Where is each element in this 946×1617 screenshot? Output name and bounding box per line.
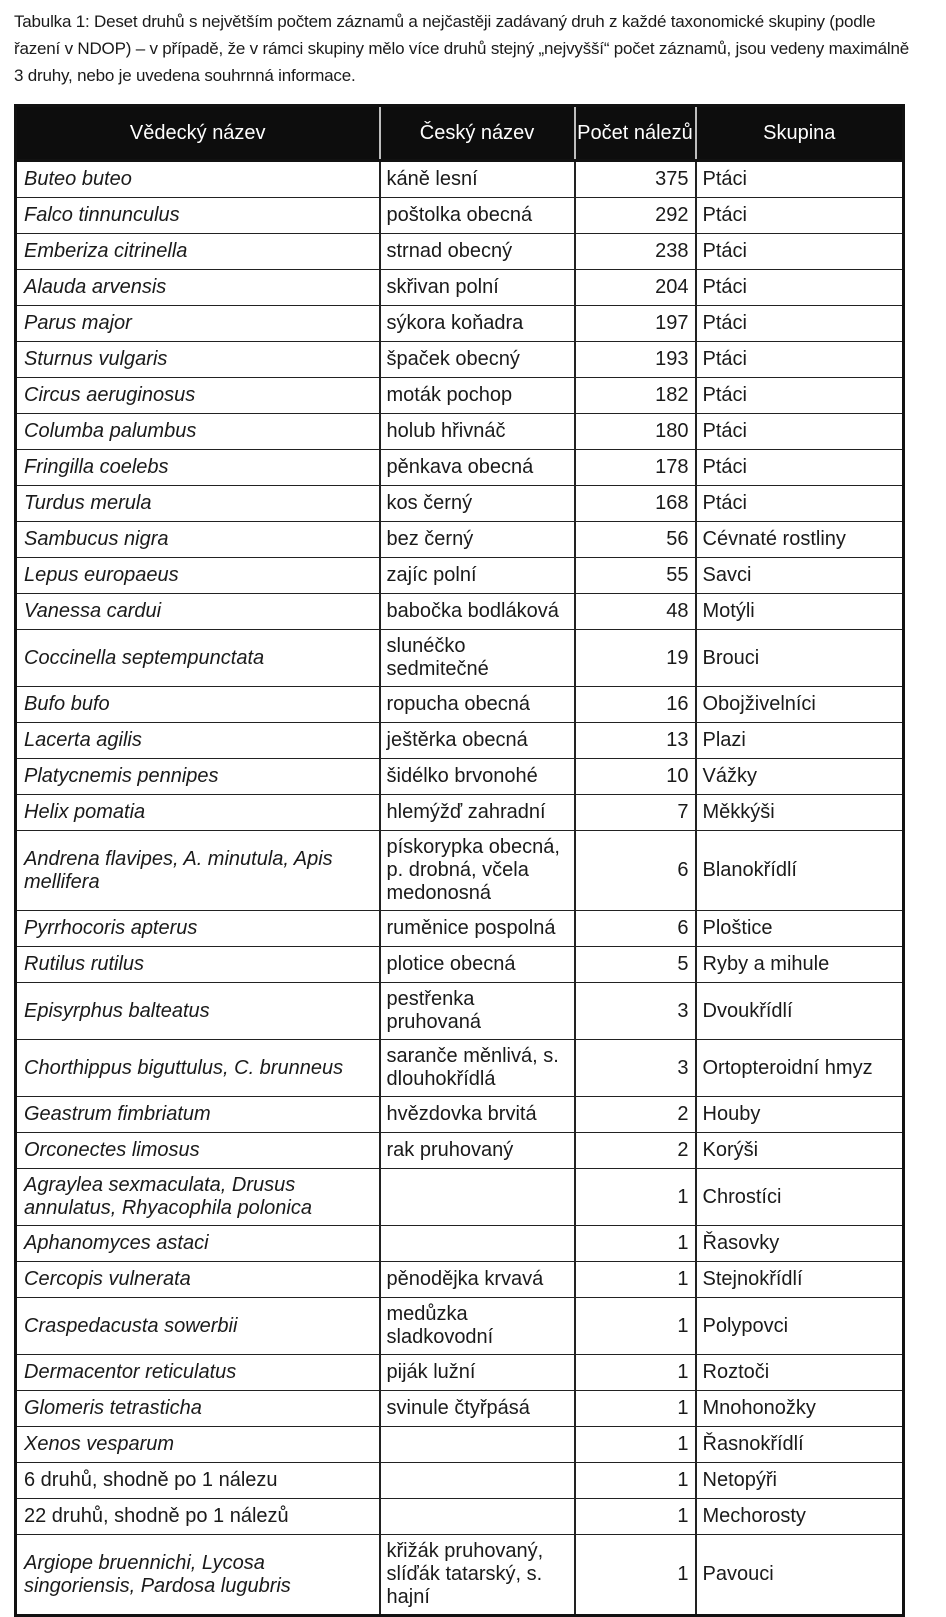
cell-record-count: 292 <box>575 198 696 234</box>
cell-scientific-name: Falco tinnunculus <box>16 198 380 234</box>
cell-czech-name <box>380 1463 575 1499</box>
cell-czech-name: slunéčko sedmitečné <box>380 630 575 687</box>
table-caption: Tabulka 1: Deset druhů s největším počtem záznamů a nejčastěji zadávaný druh z každé taxonomické skupiny (podle řazení v NDOP) – v případě, že v rámci skupiny mělo více druhů stejný „nejvyšší“ počet záznamů, jsou vedeny maximálně 3 druhy, nebo je uvedena souhrnná informace. <box>14 12 909 85</box>
cell-group: Řasovky <box>696 1226 904 1262</box>
cell-group: Ptáci <box>696 198 904 234</box>
cell-record-count: 3 <box>575 1040 696 1097</box>
cell-group: Cévnaté rostliny <box>696 522 904 558</box>
cell-group: Ptáci <box>696 270 904 306</box>
table-row <box>16 1226 904 1262</box>
cell-scientific-name: Helix pomatia <box>16 795 380 831</box>
table-header-row <box>16 106 904 161</box>
cell-record-count: 238 <box>575 234 696 270</box>
cell-czech-name: šidélko brvonohé <box>380 759 575 795</box>
cell-scientific-name: Chorthippus biguttulus, C. brunneus <box>16 1040 380 1097</box>
cell-czech-name: pískorypka obecná, p. drobná, včela medonosná <box>380 831 575 911</box>
cell-record-count: 7 <box>575 795 696 831</box>
cell-czech-name: křižák pruhovaný, slíďák tatarský, s. hajní <box>380 1535 575 1616</box>
cell-record-count: 1 <box>575 1499 696 1535</box>
cell-czech-name: moták pochop <box>380 378 575 414</box>
cell-scientific-name: Craspedacusta sowerbii <box>16 1298 380 1355</box>
cell-scientific-name: Columba palumbus <box>16 414 380 450</box>
cell-record-count: 168 <box>575 486 696 522</box>
cell-group: Ptáci <box>696 414 904 450</box>
cell-record-count: 1 <box>575 1391 696 1427</box>
cell-scientific-name: Aphanomyces astaci <box>16 1226 380 1262</box>
table-row <box>16 1391 904 1427</box>
table-row <box>16 723 904 759</box>
cell-record-count: 2 <box>575 1133 696 1169</box>
cell-group: Obojživelníci <box>696 687 904 723</box>
species-table <box>14 104 905 1617</box>
cell-czech-name: rak pruhovaný <box>380 1133 575 1169</box>
cell-scientific-name: Geastrum fimbriatum <box>16 1097 380 1133</box>
cell-scientific-name: Lepus europaeus <box>16 558 380 594</box>
cell-record-count: 1 <box>575 1226 696 1262</box>
table-row <box>16 1298 904 1355</box>
table-row <box>16 161 904 198</box>
cell-czech-name: pestřenka pruhovaná <box>380 983 575 1040</box>
table-row <box>16 486 904 522</box>
cell-czech-name: ještěrka obecná <box>380 723 575 759</box>
cell-scientific-name: Parus major <box>16 306 380 342</box>
cell-record-count: 16 <box>575 687 696 723</box>
cell-group: Roztoči <box>696 1355 904 1391</box>
table-row <box>16 450 904 486</box>
cell-czech-name: pěnodějka krvavá <box>380 1262 575 1298</box>
table-row <box>16 947 904 983</box>
cell-czech-name: ruměnice pospolná <box>380 911 575 947</box>
cell-record-count: 5 <box>575 947 696 983</box>
table-row <box>16 1097 904 1133</box>
cell-record-count: 197 <box>575 306 696 342</box>
cell-record-count: 2 <box>575 1097 696 1133</box>
cell-record-count: 1 <box>575 1427 696 1463</box>
cell-czech-name: plotice obecná <box>380 947 575 983</box>
cell-record-count: 1 <box>575 1463 696 1499</box>
cell-group: Chrostíci <box>696 1169 904 1226</box>
cell-czech-name: sýkora koňadra <box>380 306 575 342</box>
cell-group: Blanokřídlí <box>696 831 904 911</box>
cell-czech-name: strnad obecný <box>380 234 575 270</box>
cell-group: Ploštice <box>696 911 904 947</box>
table-row <box>16 558 904 594</box>
cell-record-count: 193 <box>575 342 696 378</box>
cell-record-count: 55 <box>575 558 696 594</box>
cell-record-count: 1 <box>575 1355 696 1391</box>
cell-scientific-name: Bufo bufo <box>16 687 380 723</box>
cell-scientific-name: Episyrphus balteatus <box>16 983 380 1040</box>
cell-group: Savci <box>696 558 904 594</box>
table-row <box>16 414 904 450</box>
cell-scientific-name: Coccinella septempunctata <box>16 630 380 687</box>
cell-czech-name: svinule čtyřpásá <box>380 1391 575 1427</box>
cell-record-count: 204 <box>575 270 696 306</box>
cell-scientific-name: 6 druhů, shodně po 1 nálezu <box>16 1463 380 1499</box>
cell-group: Netopýři <box>696 1463 904 1499</box>
cell-scientific-name: Fringilla coelebs <box>16 450 380 486</box>
cell-scientific-name: Andrena flavipes, A. minutula, Apis mellifera <box>16 831 380 911</box>
table-row <box>16 270 904 306</box>
cell-scientific-name: Vanessa cardui <box>16 594 380 630</box>
table-row <box>16 1535 904 1616</box>
cell-scientific-name: Orconectes limosus <box>16 1133 380 1169</box>
column-header-group: Skupina <box>696 106 904 161</box>
cell-scientific-name: Cercopis vulnerata <box>16 1262 380 1298</box>
cell-record-count: 19 <box>575 630 696 687</box>
table-row <box>16 1463 904 1499</box>
cell-group: Ptáci <box>696 450 904 486</box>
cell-czech-name: babočka bodláková <box>380 594 575 630</box>
table-row <box>16 1427 904 1463</box>
cell-group: Ortopteroidní hmyz <box>696 1040 904 1097</box>
cell-record-count: 3 <box>575 983 696 1040</box>
cell-group: Plazi <box>696 723 904 759</box>
cell-scientific-name: Rutilus rutilus <box>16 947 380 983</box>
cell-record-count: 6 <box>575 911 696 947</box>
column-header-scientific-name: Vědecký název <box>16 106 380 161</box>
cell-record-count: 180 <box>575 414 696 450</box>
table-row <box>16 522 904 558</box>
cell-scientific-name: Sturnus vulgaris <box>16 342 380 378</box>
cell-group: Ptáci <box>696 486 904 522</box>
cell-record-count: 1 <box>575 1262 696 1298</box>
table-row <box>16 983 904 1040</box>
cell-czech-name: saranče měnlivá, s. dlouhokřídlá <box>380 1040 575 1097</box>
cell-scientific-name: Dermacentor reticulatus <box>16 1355 380 1391</box>
cell-czech-name: piják lužní <box>380 1355 575 1391</box>
species-table-container <box>14 104 902 1617</box>
table-row <box>16 1169 904 1226</box>
cell-record-count: 178 <box>575 450 696 486</box>
column-header-record-count: Počet nálezů <box>575 106 696 161</box>
cell-group: Mechorosty <box>696 1499 904 1535</box>
cell-czech-name <box>380 1226 575 1262</box>
cell-czech-name: hvězdovka brvitá <box>380 1097 575 1133</box>
cell-group: Houby <box>696 1097 904 1133</box>
cell-scientific-name: Buteo buteo <box>16 161 380 198</box>
cell-scientific-name: Platycnemis pennipes <box>16 759 380 795</box>
cell-scientific-name: Argiope bruennichi, Lycosa singoriensis, Pardosa lugubris <box>16 1535 380 1616</box>
cell-scientific-name: Sambucus nigra <box>16 522 380 558</box>
cell-scientific-name: Turdus merula <box>16 486 380 522</box>
table-row <box>16 911 904 947</box>
table-row <box>16 687 904 723</box>
cell-group: Ptáci <box>696 161 904 198</box>
cell-record-count: 1 <box>575 1169 696 1226</box>
table-row <box>16 378 904 414</box>
cell-group: Vážky <box>696 759 904 795</box>
table-row <box>16 795 904 831</box>
cell-group: Polypovci <box>696 1298 904 1355</box>
cell-group: Řasnokřídlí <box>696 1427 904 1463</box>
table-body <box>16 161 904 1616</box>
cell-group: Měkkýši <box>696 795 904 831</box>
cell-scientific-name: Pyrrhocoris apterus <box>16 911 380 947</box>
cell-record-count: 48 <box>575 594 696 630</box>
cell-scientific-name: 22 druhů, shodně po 1 nálezů <box>16 1499 380 1535</box>
table-row <box>16 594 904 630</box>
table-row <box>16 234 904 270</box>
cell-group: Pavouci <box>696 1535 904 1616</box>
table-row <box>16 198 904 234</box>
cell-czech-name: špaček obecný <box>380 342 575 378</box>
cell-scientific-name: Agraylea sexmaculata, Drusus annulatus, Rhyacophila polonica <box>16 1169 380 1226</box>
cell-record-count: 56 <box>575 522 696 558</box>
cell-group: Dvoukřídlí <box>696 983 904 1040</box>
cell-czech-name <box>380 1499 575 1535</box>
cell-scientific-name: Xenos vesparum <box>16 1427 380 1463</box>
cell-group: Korýši <box>696 1133 904 1169</box>
cell-record-count: 1 <box>575 1298 696 1355</box>
cell-scientific-name: Emberiza citrinella <box>16 234 380 270</box>
cell-czech-name: pěnkava obecná <box>380 450 575 486</box>
cell-czech-name <box>380 1169 575 1226</box>
cell-czech-name: holub hřivnáč <box>380 414 575 450</box>
cell-record-count: 375 <box>575 161 696 198</box>
cell-group: Ryby a mihule <box>696 947 904 983</box>
table-row <box>16 1040 904 1097</box>
cell-scientific-name: Alauda arvensis <box>16 270 380 306</box>
cell-czech-name: zajíc polní <box>380 558 575 594</box>
cell-czech-name: bez černý <box>380 522 575 558</box>
cell-record-count: 182 <box>575 378 696 414</box>
cell-record-count: 1 <box>575 1535 696 1616</box>
cell-group: Ptáci <box>696 234 904 270</box>
cell-czech-name <box>380 1427 575 1463</box>
cell-czech-name: ropucha obecná <box>380 687 575 723</box>
cell-record-count: 13 <box>575 723 696 759</box>
cell-czech-name: káně lesní <box>380 161 575 198</box>
cell-scientific-name: Circus aeruginosus <box>16 378 380 414</box>
cell-group: Ptáci <box>696 378 904 414</box>
cell-czech-name: kos černý <box>380 486 575 522</box>
table-row <box>16 342 904 378</box>
column-header-czech-name: Český název <box>380 106 575 161</box>
cell-group: Motýli <box>696 594 904 630</box>
table-row <box>16 759 904 795</box>
cell-group: Ptáci <box>696 306 904 342</box>
table-row <box>16 1499 904 1535</box>
table-row <box>16 306 904 342</box>
cell-group: Ptáci <box>696 342 904 378</box>
table-row <box>16 831 904 911</box>
cell-scientific-name: Glomeris tetrasticha <box>16 1391 380 1427</box>
cell-record-count: 10 <box>575 759 696 795</box>
table-row <box>16 630 904 687</box>
cell-group: Mnohonožky <box>696 1391 904 1427</box>
cell-record-count: 6 <box>575 831 696 911</box>
table-row <box>16 1262 904 1298</box>
cell-czech-name: medůzka sladkovodní <box>380 1298 575 1355</box>
cell-group: Stejnokřídlí <box>696 1262 904 1298</box>
cell-scientific-name: Lacerta agilis <box>16 723 380 759</box>
cell-czech-name: poštolka obecná <box>380 198 575 234</box>
table-row <box>16 1133 904 1169</box>
cell-group: Brouci <box>696 630 904 687</box>
cell-czech-name: skřivan polní <box>380 270 575 306</box>
cell-czech-name: hlemýžď zahradní <box>380 795 575 831</box>
table-row <box>16 1355 904 1391</box>
